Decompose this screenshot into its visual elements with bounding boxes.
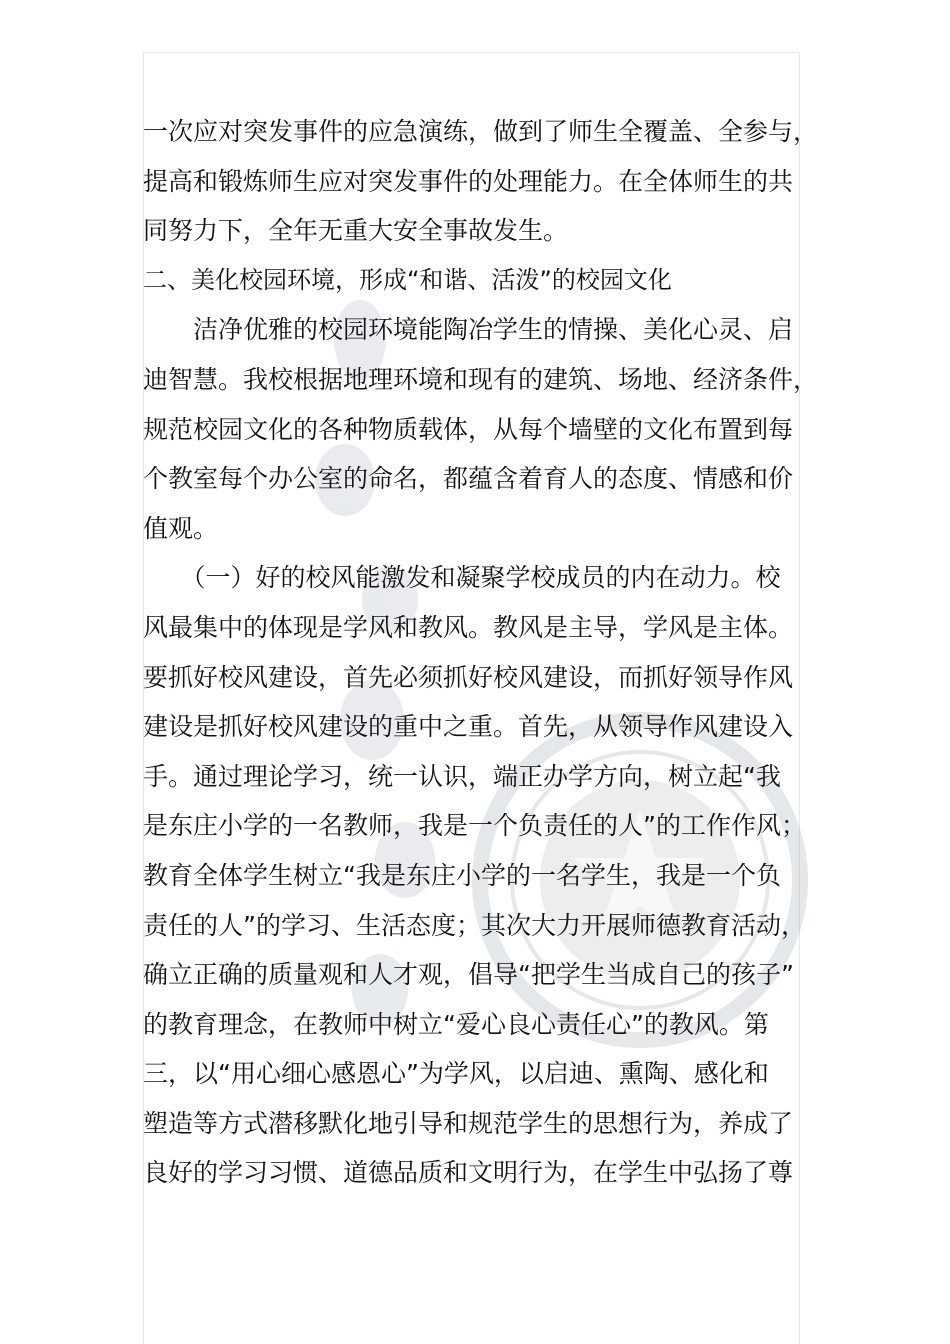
text-line: 一次应对突发事件的应急演练，做到了师生全覆盖、全参与， — [143, 117, 819, 146]
text-line: 确立正确的质量观和人才观，倡导“把学生当成自己的孩子” — [143, 960, 794, 990]
text-line: 塑造等方式潜移默化地引导和规范学生的思想行为，养成了 — [143, 1108, 794, 1138]
section-heading: 二、美化校园环境，形成“和谐、活泼”的校园文化 — [143, 265, 672, 294]
text-line: 值观。 — [143, 513, 219, 543]
text-line: 手。通过理论学习，统一认识，端正办学方向，树立起“我 — [143, 761, 781, 791]
text-line: （一）好的校风能激发和凝聚学校成员的内在动力。校 — [143, 563, 781, 593]
text-line: 提高和锻炼师生应对突发事件的处理能力。在全体师生的共 — [143, 166, 794, 196]
text-line: 风最集中的体现是学风和教风。教风是主导，学风是主体。 — [143, 612, 794, 642]
text-line: 洁净优雅的校园环境能陶冶学生的情操、美化心灵、启 — [143, 315, 794, 345]
text-line: 的教育理念，在教师中树立“爱心良心责任心”的教风。第 — [143, 1009, 769, 1039]
document-body — [143, 107, 819, 1198]
text-line: 是东庄小学的一名教师，我是一个负责任的人”的工作作风； — [143, 811, 806, 841]
text-line: 教育全体学生树立“我是东庄小学的一名学生，我是一个负 — [143, 860, 781, 890]
text-line: 责任的人”的学习、生活态度；其次大力开展师德教育活动， — [143, 910, 806, 940]
text-line: 三，以“用心细心感恩心”为学风，以启迪、熏陶、感化和 — [143, 1059, 769, 1089]
text-line: 迪智慧。我校根据地理环境和现有的建筑、场地、经济条件， — [143, 364, 819, 394]
text-line: 建设是抓好校风建设的重中之重。首先，从领导作风建设入 — [143, 712, 794, 742]
text-line: 规范校园文化的各种物质载体，从每个墙壁的文化布置到每 — [143, 414, 794, 444]
text-line: 同努力下，全年无重大安全事故发生。 — [143, 216, 569, 246]
text-line: 要抓好校风建设，首先必须抓好校风建设，而抓好领导作风 — [143, 662, 794, 692]
text-line: 个教室每个办公室的命名，都蕴含着育人的态度、情感和价 — [143, 464, 794, 494]
text-line: 良好的学习习惯、道德品质和文明行为，在学生中弘扬了尊 — [143, 1158, 794, 1188]
